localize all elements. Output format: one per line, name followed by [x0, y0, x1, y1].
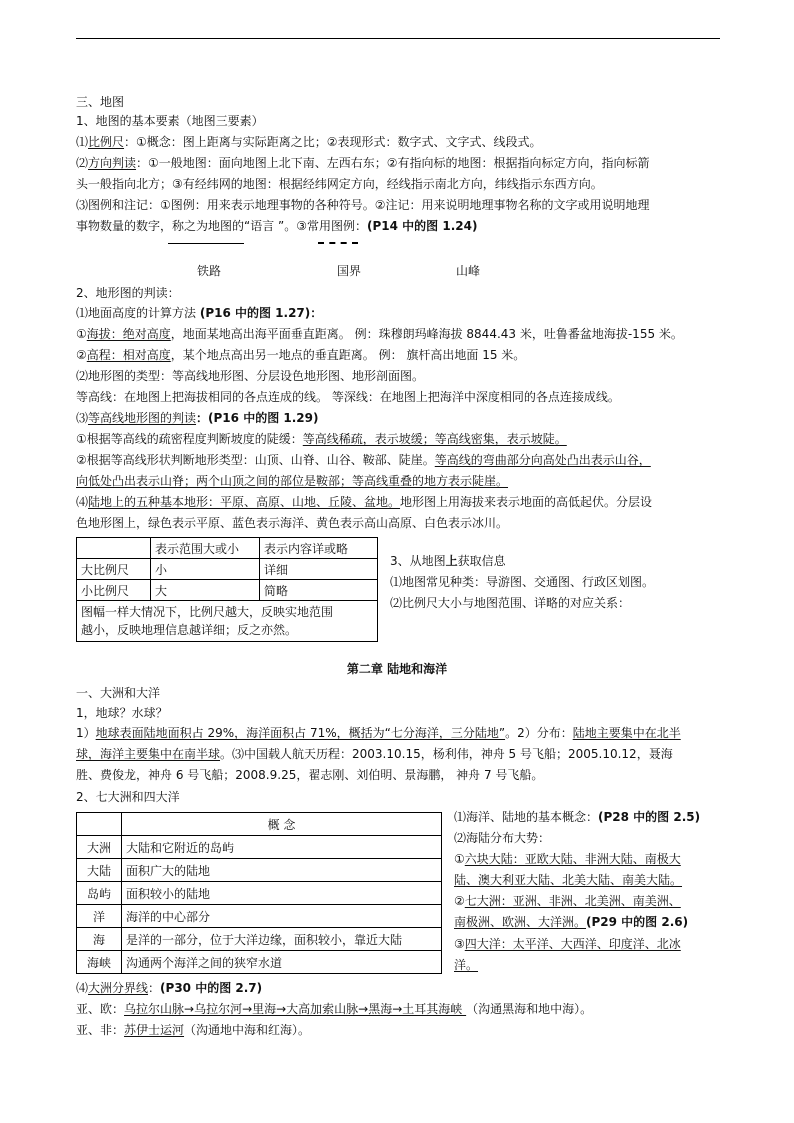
table-cell: 洋 [77, 905, 122, 928]
legend-border-label: 国界 [337, 264, 362, 278]
table-cell: 详细 [260, 559, 378, 580]
continents-heading: 一、大洲和大洋 [76, 686, 161, 700]
height-calc-line: ⑴地面高度的计算方法 (P16 中的图 1.27)： [76, 306, 323, 320]
distribution-line: 球，海洋主要集中在南半球。⑶中国载人航天历程：2003.10.15，杨利伟，神舟 5 号飞船；2005.10.12，聂海 [76, 747, 673, 761]
table-header-detail: 表示内容详或略 [260, 538, 378, 559]
landform-type-line-1: ②根据等高线形状判断地形类型：山顶、山脊、山谷、鞍部、陡崖。等高线的弯曲部分向高处凸出表示山谷， [76, 453, 651, 467]
concepts-table [76, 812, 442, 974]
six-continents-line-2: 陆、澳大利亚大陆、北美大陆、南美大陆。 [454, 873, 683, 887]
legend-line-2: 事物数量的数字，称之为地图的“语言 ”。③常用图例：(P14 中的图 1.24) [76, 219, 478, 233]
railway-symbol [168, 243, 244, 244]
altitude-line: ①海拔：绝对高度，地面某地高出海平面垂直距离。 例：珠穆朗玛峰海拔 8844.43 米，吐鲁番盆地海拔-155 米。 [76, 327, 683, 341]
distribution-trend-line: ⑵海陆分布大势： [454, 831, 551, 845]
table-cell: 大洲 [77, 836, 122, 859]
table-header-range: 表示范围大或小 [151, 538, 260, 559]
table-header-empty [77, 813, 122, 836]
table-header-empty [77, 538, 151, 559]
legend-peak-label: 山峰 [456, 264, 481, 278]
six-continents-line-1: ①六块大陆：亚欧大陆、非洲大陆、南极大 [454, 852, 681, 866]
table-note: 图幅一样大情况下，比例尺越大，反映实地范围 越小，反映地理信息越详细；反之亦然。 [77, 601, 378, 642]
scale-relation-line: ⑵比例尺大小与地图范围、详略的对应关系： [390, 596, 631, 610]
table-cell: 海峡 [77, 951, 122, 974]
chapter-title: 第二章 陆地和海洋 [346, 662, 448, 676]
earth-water-title: 1，地球？水球？ [76, 706, 168, 720]
table-header-concept: 概 念 [122, 813, 442, 836]
direction-line-1: ⑵方向判读：①一般地图：面向地图上北下南、左西右东；②有指向标的地图：根据指向标定方向，指向标箭 [76, 156, 650, 170]
topo-types-line: ⑵地形图的类型：等高线地形图、分层设色地形图、地形剖面图。 [76, 369, 425, 383]
table-row [77, 928, 442, 951]
table-cell: 大陆和它附近的岛屿 [122, 836, 442, 859]
border-symbol [318, 242, 358, 244]
header-rule [76, 38, 720, 39]
four-oceans-line-2: 洋。 [454, 958, 479, 972]
table-cell: 大比例尺 [77, 559, 151, 580]
topo-title: 2、地形图的判读： [76, 286, 180, 300]
map-types-line: ⑴地图常见种类：导游图、交通图、行政区划图。 [390, 575, 655, 589]
table-row [77, 859, 442, 882]
slope-line: ①根据等高线的疏密程度判断坡度的陡缓：等高线稀疏，表示坡缓；等高线密集，表示坡陡。 [76, 432, 567, 446]
relative-height-line: ②高程：相对高度，某个地点高出另一地点的垂直距离。 例： 旗杆高出地面 15 米。 [76, 348, 526, 362]
map-elements-title: 1、地图的基本要素（地图三要素） [76, 114, 264, 128]
table-row [77, 951, 442, 974]
legend-line-1: ⑶图例和注记：①图例：用来表示地理事物的各种符号。②注记：用来说明地理事物名称的文字或用说明地理 [76, 198, 650, 212]
table-row [77, 882, 442, 905]
seven-continents-title: 2、七大洲和四大洋 [76, 790, 180, 804]
section-heading-map: 三、地图 [76, 95, 125, 109]
table-row [77, 905, 442, 928]
table-cell: 大 [151, 580, 260, 601]
table-cell: 小 [151, 559, 260, 580]
continent-boundary-title: ⑷大洲分界线：(P30 中的图 2.7) [76, 981, 263, 995]
table-cell: 大陆 [77, 859, 122, 882]
sea-land-concept-line: ⑴海洋、陆地的基本概念：(P28 中的图 2.5) [454, 810, 701, 824]
table-cell: 是洋的一部分，位于大洋边缘，面积较小，靠近大陆 [122, 928, 442, 951]
contour-reading-line: ⑶等高线地形图的判读：(P16 中的图 1.29) [76, 411, 319, 425]
table-cell: 面积广大的陆地 [122, 859, 442, 882]
table-row [77, 836, 442, 859]
color-layer-line: 色地形图上，绿色表示平原、蓝色表示海洋、黄色表示高山高原、白色表示冰川。 [76, 516, 509, 530]
get-info-title: 3、从地图上获取信息 [390, 554, 506, 568]
seven-continents-line-2: 南极洲、欧洲、大洋洲。(P29 中的图 2.6) [454, 915, 689, 929]
table-cell: 沟通两个海洋之间的狭窄水道 [122, 951, 442, 974]
scale-line: ⑴比例尺：①概念：图上距离与实际距离之比；②表现形式：数字式、文字式、线段式。 [76, 135, 542, 149]
five-landforms-line: ⑷陆地上的五种基本地形：平原、高原、山地、丘陵、盆地。地形图上用海拔来表示地面的高低起伏。分层设 [76, 495, 653, 509]
asia-europe-boundary-line: 亚、欧：乌拉尔山脉→乌拉尔河→里海→大高加索山脉→黑海→土耳其海峡 （沟通黑海和地中海）。 [76, 1002, 593, 1016]
four-oceans-line-1: ③四大洋：太平洋、大西洋、印度洋、北冰 [454, 937, 681, 951]
table-cell: 岛屿 [77, 882, 122, 905]
table-cell: 面积较小的陆地 [122, 882, 442, 905]
legend-railway-label: 铁路 [197, 264, 222, 278]
table-cell: 简略 [260, 580, 378, 601]
land-ocean-ratio-line: 1）地球表面陆地面积占 29%，海洋面积占 71%，概括为“七分海洋，三分陆地”。2）分布：陆地主要集中在北半 [76, 726, 681, 740]
direction-line-2: 头一般指向北方；③有经纬网的地图：根据经纬网定方向，经线指示南北方向，纬线指示东西方向。 [76, 177, 603, 191]
spaceflight-line: 胜、费俊龙，神舟 6 号飞船；2008.9.25，翟志刚、刘伯明、景海鹏， 神舟 7 号飞船。 [76, 768, 544, 782]
asia-africa-boundary-line: 亚、非：苏伊士运河（沟通地中海和红海）。 [76, 1023, 311, 1037]
seven-continents-line-1: ②七大洲：亚洲、非洲、北美洲、南美洲、 [454, 894, 681, 908]
table-cell: 小比例尺 [77, 580, 151, 601]
landform-type-line-2: 向低处凸出表示山脊；两个山顶之间的部位是鞍部；等高线重叠的地方表示陡崖。 [76, 474, 509, 488]
table-cell: 海 [77, 928, 122, 951]
contour-definition-line: 等高线：在地图上把海拔相同的各点连成的线。 等深线：在地图上把海洋中深度相同的各点连接成线。 [76, 390, 620, 404]
scale-comparison-table [76, 537, 378, 642]
table-cell: 海洋的中心部分 [122, 905, 442, 928]
